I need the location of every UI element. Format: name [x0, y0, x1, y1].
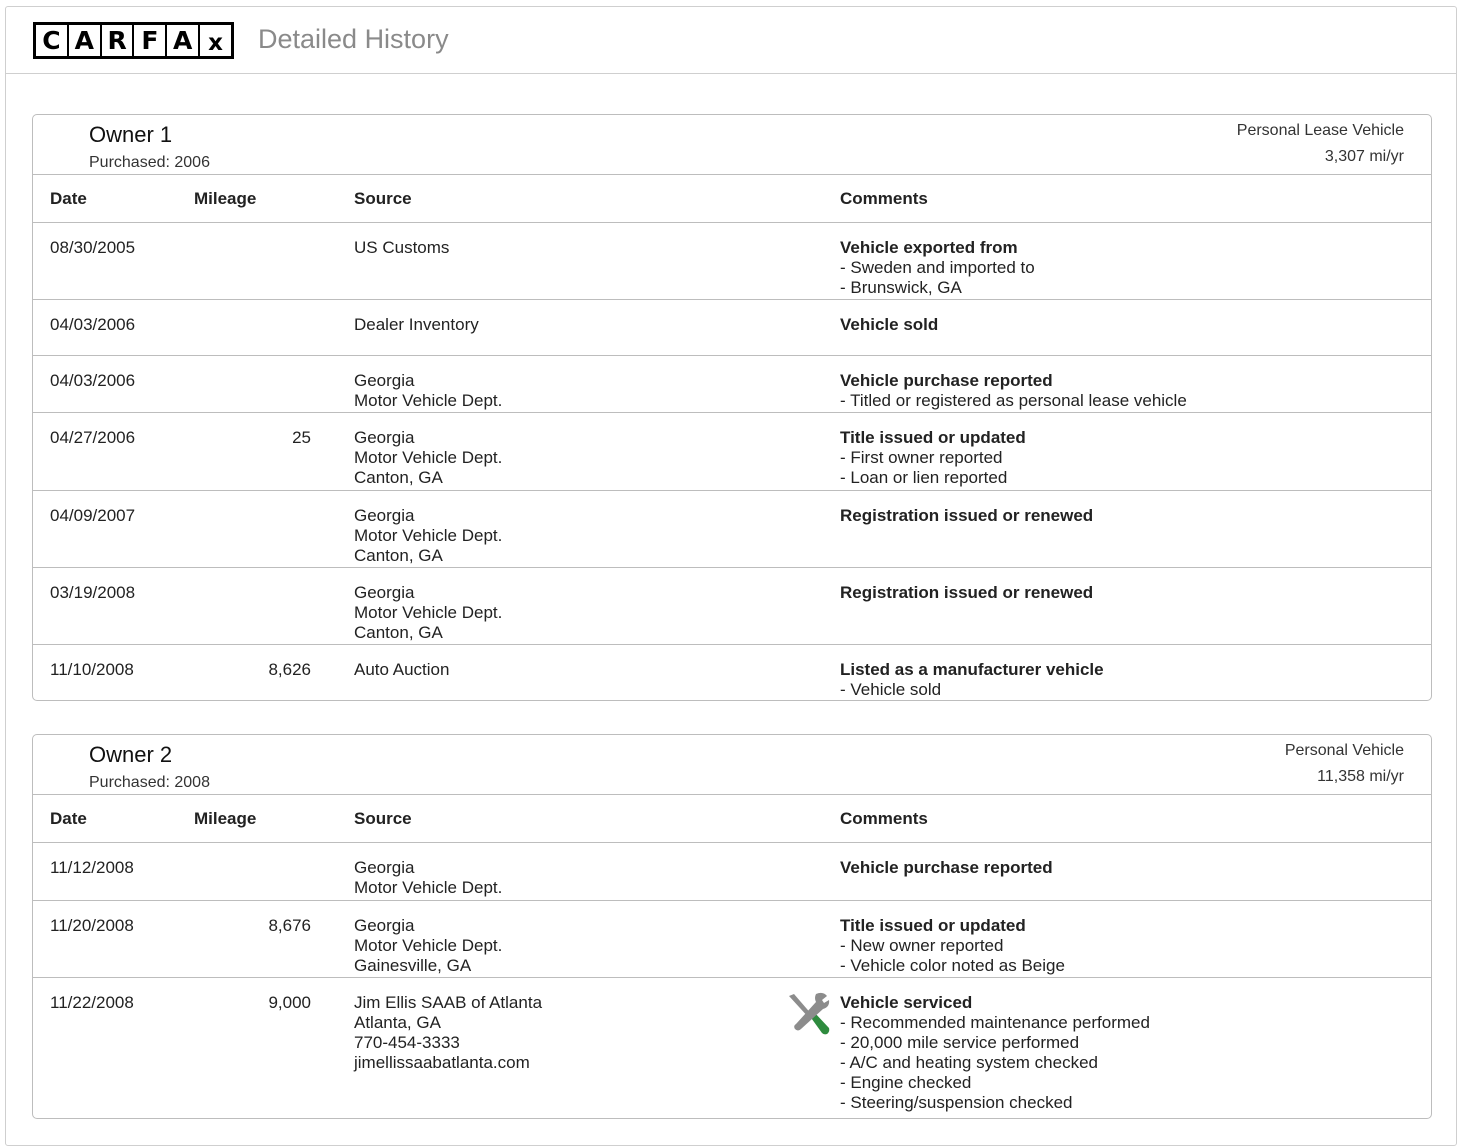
- record-comments: [840, 428, 1026, 488]
- owner-card: [32, 734, 1432, 1119]
- record-comment-line: - New owner reported: [840, 936, 1004, 955]
- logo-letter: A: [69, 25, 100, 56]
- record-source-line: 770-454-3333: [354, 1033, 460, 1052]
- record-comment-title: Vehicle purchase reported: [840, 858, 1053, 877]
- record-comment-title: Registration issued or renewed: [840, 506, 1094, 525]
- record-comment-line: - Vehicle sold: [840, 680, 942, 699]
- column-header-source: Source: [354, 189, 412, 208]
- record-source-line: Motor Vehicle Dept.: [354, 391, 503, 410]
- logo-letter: A: [167, 25, 198, 56]
- table-row: [33, 300, 1431, 356]
- record-source: [354, 315, 479, 335]
- column-header-date: Date: [50, 189, 87, 208]
- table-row: [33, 645, 1431, 700]
- record-source: [354, 916, 502, 976]
- record-source: [354, 583, 502, 643]
- record-source-line: Georgia: [354, 428, 415, 447]
- record-comment-line: - Recommended maintenance performed: [840, 1013, 1150, 1032]
- record-comment-line: - 20,000 mile service performed: [840, 1033, 1080, 1052]
- record-date: 04/03/2006: [50, 371, 136, 390]
- record-comment-line: - Vehicle color noted as Beige: [840, 956, 1065, 975]
- column-header-mileage: Mileage: [194, 809, 257, 828]
- record-source: [354, 371, 502, 411]
- record-mileage: 9,000: [268, 993, 311, 1012]
- column-header-comments: Comments: [840, 809, 928, 828]
- table-row: [33, 568, 1431, 645]
- record-source-line: Motor Vehicle Dept.: [354, 526, 503, 545]
- record-date: 03/19/2008: [50, 583, 136, 602]
- record-source-line: Canton, GA: [354, 546, 443, 565]
- table-row: [33, 843, 1431, 901]
- owner-miles-per-year: 11,358 mi/yr: [1317, 768, 1404, 785]
- record-source-line: Canton, GA: [354, 468, 443, 487]
- table-body: [33, 223, 1431, 700]
- record-source-line: Georgia: [354, 916, 415, 935]
- owner-header: [33, 115, 1431, 174]
- record-mileage: 8,676: [268, 916, 311, 935]
- record-source-line: Georgia: [354, 506, 415, 525]
- record-source: [354, 858, 502, 898]
- logo-letter: R: [102, 25, 133, 56]
- record-comment-title: Vehicle serviced: [840, 993, 973, 1012]
- record-comment-title: Title issued or updated: [840, 916, 1026, 935]
- owner-miles-per-year: 3,307 mi/yr: [1324, 148, 1404, 165]
- record-source-line: Georgia: [354, 371, 415, 390]
- table-row: [33, 223, 1431, 300]
- owner-purchased: Purchased: 2006: [89, 154, 210, 171]
- record-source: [354, 238, 449, 258]
- page-title: Detailed History: [258, 24, 449, 54]
- record-source: [354, 993, 542, 1073]
- column-header-comments: Comments: [840, 189, 928, 208]
- table-row: [33, 413, 1431, 491]
- record-source-line: Canton, GA: [354, 623, 443, 642]
- record-source-line: US Customs: [354, 238, 450, 257]
- table-header: [33, 794, 1431, 843]
- owner-vehicle-type: Personal Vehicle: [1284, 742, 1404, 759]
- record-date: 08/30/2005: [50, 238, 136, 257]
- record-comment-line: - Steering/suspension checked: [840, 1093, 1073, 1112]
- record-date: 04/27/2006: [50, 428, 136, 447]
- table-row: [33, 491, 1431, 568]
- service-wrench-screwdriver-icon: [783, 988, 833, 1038]
- table-row: [33, 901, 1431, 978]
- owner-name: Owner 2: [89, 742, 173, 767]
- report-panel: [5, 6, 1457, 1146]
- record-comment-title: Listed as a manufacturer vehicle: [840, 660, 1104, 679]
- record-source-line: Atlanta, GA: [354, 1013, 441, 1032]
- record-source-line: Motor Vehicle Dept.: [354, 878, 503, 897]
- owner-card: [32, 114, 1432, 701]
- record-source-line: Georgia: [354, 583, 415, 602]
- record-comments: [840, 371, 1187, 411]
- record-comments: [840, 506, 1093, 526]
- table-row: [33, 978, 1431, 1118]
- record-mileage: 25: [292, 428, 311, 447]
- record-comments: [840, 993, 1150, 1113]
- record-source-line: jimellissaabatlanta.com: [354, 1053, 530, 1072]
- record-comment-line: - Loan or lien reported: [840, 468, 1008, 487]
- column-header-mileage: Mileage: [194, 189, 257, 208]
- carfax-logo: [33, 22, 234, 59]
- owner-vehicle-type: Personal Lease Vehicle: [1236, 122, 1404, 139]
- record-date: 11/22/2008: [50, 993, 134, 1012]
- record-source: [354, 660, 449, 680]
- record-comment-title: Vehicle sold: [840, 315, 939, 334]
- record-source-line: Auto Auction: [354, 660, 450, 679]
- record-comments: [840, 660, 1104, 700]
- table-header: [33, 174, 1431, 223]
- column-header-source: Source: [354, 809, 412, 828]
- record-date: 04/03/2006: [50, 315, 136, 334]
- record-comment-line: - First owner reported: [840, 448, 1003, 467]
- record-comment-title: Vehicle exported from: [840, 238, 1018, 257]
- record-date: 11/12/2008: [50, 858, 134, 877]
- record-comments: [840, 315, 938, 335]
- record-date: 11/10/2008: [50, 660, 134, 679]
- record-source-line: Gainesville, GA: [354, 956, 472, 975]
- record-source-line: Motor Vehicle Dept.: [354, 448, 503, 467]
- record-comment-line: - Titled or registered as personal lease vehicle: [840, 391, 1187, 410]
- owner-purchased: Purchased: 2008: [89, 774, 210, 791]
- logo-letter: F: [134, 25, 165, 56]
- record-source-line: Motor Vehicle Dept.: [354, 936, 503, 955]
- record-comment-title: Title issued or updated: [840, 428, 1026, 447]
- record-source-line: Dealer Inventory: [354, 315, 479, 334]
- record-comment-line: - Brunswick, GA: [840, 278, 962, 297]
- table-body: [33, 843, 1431, 1118]
- page-header: [6, 7, 1456, 74]
- record-comment-line: - Sweden and imported to: [840, 258, 1035, 277]
- owner-header: [33, 735, 1431, 794]
- record-comment-title: Registration issued or renewed: [840, 583, 1094, 602]
- record-mileage: 8,626: [268, 660, 311, 679]
- record-comments: [840, 916, 1065, 976]
- record-source-line: Georgia: [354, 858, 415, 877]
- table-row: [33, 356, 1431, 413]
- record-source: [354, 428, 502, 488]
- record-comment-line: - Engine checked: [840, 1073, 972, 1092]
- record-date: 04/09/2007: [50, 506, 136, 525]
- record-comment-line: - A/C and heating system checked: [840, 1053, 1098, 1072]
- record-source: [354, 506, 502, 566]
- column-header-date: Date: [50, 809, 87, 828]
- owner-name: Owner 1: [89, 122, 173, 147]
- logo-letter: C: [36, 25, 67, 56]
- record-date: 11/20/2008: [50, 916, 134, 935]
- record-source-line: Jim Ellis SAAB of Atlanta: [354, 993, 543, 1012]
- record-comments: [840, 583, 1093, 603]
- record-comment-title: Vehicle purchase reported: [840, 371, 1053, 390]
- logo-letter: x: [200, 25, 231, 56]
- record-comments: [840, 238, 1035, 298]
- record-source-line: Motor Vehicle Dept.: [354, 603, 503, 622]
- record-comments: [840, 858, 1053, 878]
